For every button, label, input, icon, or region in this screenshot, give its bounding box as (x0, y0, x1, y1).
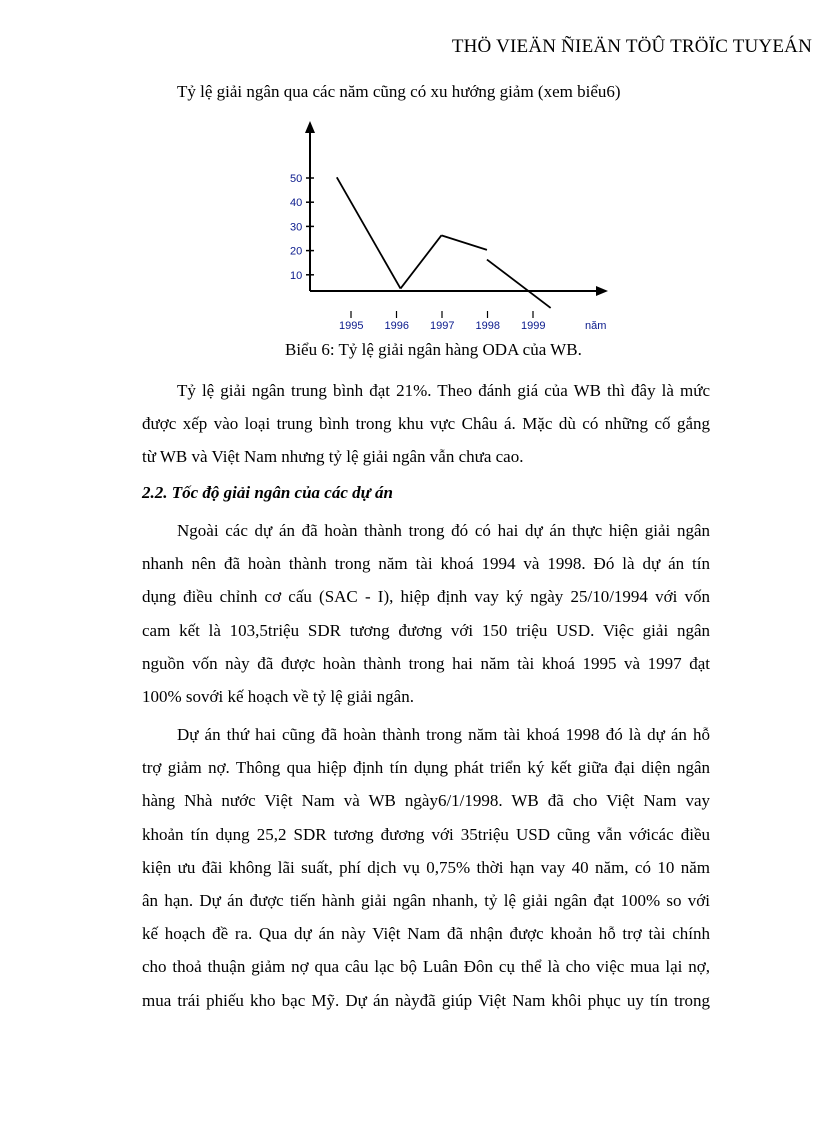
y-axis-arrow (305, 121, 315, 133)
paragraph-line: Dự án thứ hai cũng đã hoàn thành trong năm tài khoá 1998 đó là dự án hỗ (177, 725, 710, 744)
paragraph-3 (142, 718, 710, 1017)
paragraph-line: ân hạn. Dự án được tiến hành giải ngân nhanh, tỷ lệ giải ngân đạt 100% so với (142, 891, 710, 911)
paragraph-line: trợ giảm nợ. Thông qua hiệp định tín dụng phát triển ký kết giữa đại diện ngân (142, 758, 710, 778)
section-heading: 2.2. Tốc độ giải ngân của các dự án (142, 483, 394, 502)
paragraph-line: nguồn vốn này đã được hoàn thành trong hai năm tài khoá 1995 và 1997 đạt (142, 653, 710, 673)
series-segment (401, 235, 442, 288)
x-tick-label: 1997 (430, 320, 455, 332)
x-tick-label: 1998 (475, 320, 500, 332)
intro-sentence: Tỷ lệ giải ngân qua các năm cũng có xu hướng giảm (xem biểu6) (177, 82, 621, 101)
y-tick-label: 40 (290, 197, 303, 210)
x-tick-label: 1999 (521, 320, 546, 332)
paragraph-line: cam kết là 103,5triệu SDR tương đương với 150 triệu USD. Việc giải ngân (142, 620, 710, 640)
paragraph-line: dụng điều chỉnh cơ cấu (SAC - I), hiệp định vay ký ngày 25/10/1994 với vốn (142, 587, 710, 607)
paragraph-line: mua trái phiếu kho bạc Mỹ. Dự án nàyđã giúp Việt Nam khôi phục uy tín trong (142, 990, 710, 1010)
paragraph-1 (142, 374, 710, 474)
chart-ticks (290, 173, 545, 332)
y-tick-label: 50 (290, 173, 303, 185)
x-tick-label: 1996 (384, 320, 409, 332)
chart-axes (305, 121, 608, 296)
x-tick-label: 1995 (339, 320, 364, 332)
paragraph-line: cho thoả thuận giảm nợ qua câu lạc bộ Luân Đôn cụ thể là cho việc mua lại nợ, (142, 957, 710, 977)
y-tick-label: 30 (290, 221, 303, 234)
paragraph-line: hàng Nhà nước Việt Nam và WB ngày6/1/1998. WB đã cho Việt Nam vay (142, 791, 710, 811)
chart-series (337, 177, 551, 308)
paragraph-line: 100% sovới kế hoạch về tỷ lệ giải ngân. (142, 687, 414, 707)
paragraph-line: được xếp vào loại trung bình trong khu vực Châu á. Mặc dù có những cố gắng (142, 414, 710, 434)
x-axis-arrow (596, 286, 608, 296)
paragraph-line: Tỷ lệ giải ngân trung bình đạt 21%. Theo đánh giá của WB thì đây là mức (177, 381, 710, 400)
series-segment (487, 260, 551, 308)
paragraph-line: kiện ưu đãi không lãi suất, phí dịch vụ 0,75% thời hạn vay 40 năm, có 10 năm (142, 857, 710, 877)
paragraph-line: nhanh nên đã hoàn thành trong năm tài khoá 1994 và 1998. Đó là dự án tín (142, 554, 710, 574)
series-segment (441, 235, 487, 250)
x-axis-label: năm (585, 320, 607, 332)
disbursement-chart (0, 0, 816, 380)
page-header: THÖ VIEÄN ÑIEÄN TÖÛ TRÖÏC TUYEÁN (451, 36, 812, 57)
series-segment (337, 177, 401, 288)
paragraph-line: từ WB và Việt Nam nhưng tỷ lệ giải ngân vẫn chưa cao. (142, 447, 524, 467)
paragraph-line: khoản tín dụng 25,2 SDR tương đương với 35triệu USD cũng vẫn vớicác điều (142, 824, 710, 844)
chart-caption: Biểu 6: Tỷ lệ giải ngân hàng ODA của WB. (285, 340, 582, 359)
y-tick-label: 10 (290, 269, 303, 282)
y-tick-label: 20 (290, 245, 303, 258)
paragraph-line: Ngoài các dự án đã hoàn thành trong đó có hai dự án thực hiện giải ngân (177, 521, 710, 540)
paragraph-2 (142, 514, 710, 713)
paragraph-line: kế hoạch đề ra. Qua dự án này Việt Nam đã nhận được khoản hỗ trợ tài chính (142, 924, 710, 944)
